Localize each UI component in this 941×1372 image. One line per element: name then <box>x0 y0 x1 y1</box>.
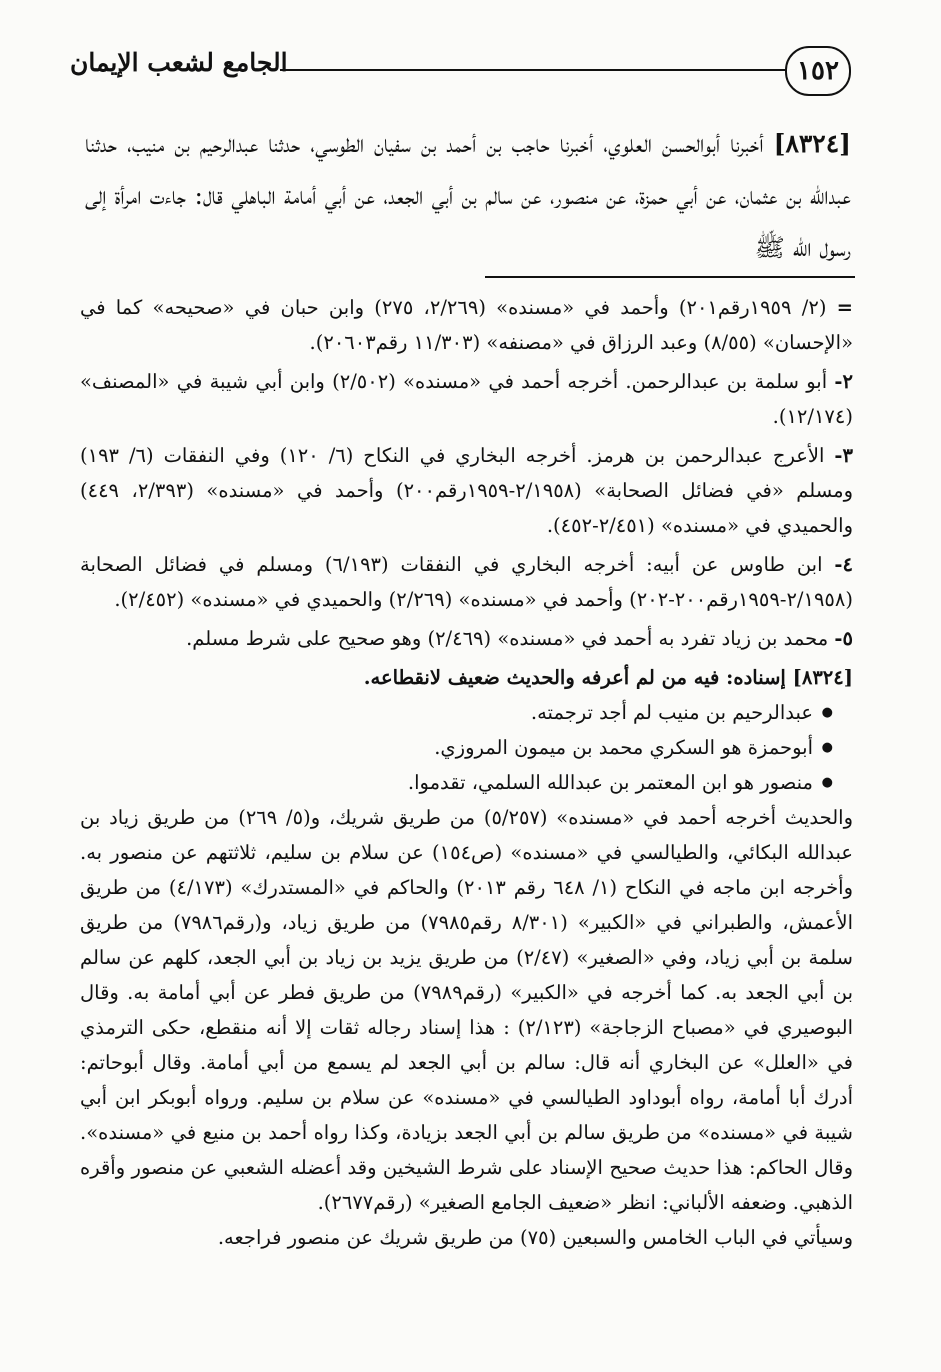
page-header <box>70 40 851 100</box>
footnote-label: ٥- <box>834 627 853 650</box>
footnotes-section <box>80 290 853 1255</box>
footnote-text: (٢/ ١٩٥٩رقم٢٠١) وأحمد في «مسنده» (٢/٢٦٩، ٢٧٥) وابن حبان في «صحيحه» كما في «الإحسان» (٨/٥٥) وعبد الرزاق في «مصنفه» (١١/٣٠٣ رقم٢٠٦٠٣). <box>80 296 853 354</box>
narrator-note: ● منصور هو ابن المعتمر بن عبدالله السلمي، تقدموا. <box>80 765 833 800</box>
book-title: الجامع لشعب الإيمان <box>70 48 288 77</box>
hadith-number: [٨٣٢٤] <box>773 129 851 158</box>
footnote-label: ٣- <box>834 444 853 467</box>
footnote-item <box>80 364 853 434</box>
takhrij-paragraph: والحديث أخرجه أحمد في «مسنده» (٥/٢٥٧) من طريق شريك، و(٥/ ٢٦٩) من طريق زياد بن عبدالله البكائي، والطيالسي في «مسنده» (ص١٥٤) عن سلام بن سليم، ثلاثتهم عن منصور به. وأخرجه ابن ماجه في النكاح (١/ ٦٤٨ رقم ٢٠١٣) والحاكم في «المستدرك» (٤/١٧٣) من طريق الأعمش، والطبراني في «الكبير» (٨/٣٠١ رقم٧٩٨٥) من طريق زياد، و(رقم٧٩٨٦) من طريق سلمة بن أبي زياد، وفي «الصغير» (٢/٤٧) من طريق يزيد بن زياد بن أبي الجعد، كلهم عن سالم بن أبي الجعد به. كما أخرجه في «الكبير» (رقم٧٩٨٩) من طريق فطر عن أبي أمامة به. وقال البوصيري في «مصباح الزجاجة» (٢/١٢٣) : هذا إسناد رجاله ثقات إلا أنه منقطع، حكى الترمذي في «العلل» عن البخاري أنه قال: سالم بن أبي الجعد لم يسمع من أبي أمامة. وقال أبوحاتم: أدرك أبا أمامة، رواه أبوداود الطيالسي في «مسنده» عن سلام بن سليم. ورواه أبوبكر ابن أبي شيبة في «مسنده» من طريق سالم بن أبي الجعد بزيادة، وكذا رواه أحمد بن منيع في «مسنده». وقال الحاكم: هذا حديث صحيح الإسناد على شرط الشيخين وقد أعضله الشعبي عن منصور وأقره الذهبي. وضعفه الألباني: انظر «ضعيف الجامع الصغير» (رقم٢٦٧٧). <box>80 806 854 1214</box>
footnote-text: الأعرج عبدالرحمن بن هرمز. أخرجه البخاري في النكاح (٦/ ١٢٠) وفي النفقات (٦/ ١٩٣) ومسلم «في فضائل الصحابة» (٢/١٩٥٨-١٩٥٩رقم٢٠٠) وأحمد في «مسنده» (٢/٣٩٣، ٤٤٩) والحميدي في «مسنده» (٢/٤٥١-٤٥٢). <box>80 444 853 537</box>
hadith-text: أخبرنا أبوالحسن العلوي، أخبرنا حاجب بن أحمد بن سفيان الطوسي، حدثنا عبدالرحيم بن منيب، حدثنا عبدالله بن عثمان، عن أبي حمزة، عن منصور، عن سالم بن أبي الجعد، عن أبي أمامة الباهلي قال: جاءت امرأة إلى رسول الله ﷺ <box>85 129 851 262</box>
footnote-item <box>80 621 853 656</box>
narrator-note: ● عبدالرحيم بن منيب لم أجد ترجمته. <box>80 695 833 730</box>
hadith-text-block <box>85 118 851 274</box>
header-rule <box>280 69 787 71</box>
footnote-label: ٤- <box>834 553 853 576</box>
footnote-text: ابن طاوس عن أبيه: أخرجه البخاري في النفقات (٦/١٩٣) ومسلم في فضائل الصحابة (٢/١٩٥٨-١٩٥٩رقم٢٠٠-٢٠٢) وأحمد في «مسنده» (٢/٢٦٩) والحميدي في «مسنده» (٢/٤٥٢). <box>80 553 853 611</box>
hadith-paragraph <box>85 118 851 274</box>
narrator-notes-list <box>80 695 853 800</box>
footnote-separator <box>485 276 855 278</box>
page-number: ١٥٢ <box>785 46 851 96</box>
footnote-label: ٢- <box>834 370 853 393</box>
isnad-verdict: [٨٣٢٤] إسناده: فيه من لم أعرفه والحديث ضعيف لانقطاعه. <box>363 666 853 689</box>
narrator-note: ● أبوحمزة هو السكري محمد بن ميمون المروزي. <box>80 730 833 765</box>
footnote-text: أبو سلمة بن عبدالرحمن. أخرجه أحمد في «مسنده» (٢/٥٠٢) وابن أبي شيبة في «المصنف» (١٢/١٧٤). <box>80 370 853 428</box>
footnote-label: = <box>836 296 853 319</box>
footnote-text: محمد بن زياد تفرد به أحمد في «مسنده» (٢/٤٦٩) وهو صحيح على شرط مسلم. <box>186 627 829 650</box>
footnote-item <box>80 290 853 360</box>
takhrij-closing: وسيأتي في الباب الخامس والسبعين (٧٥) من طريق شريك عن منصور فراجعه. <box>217 1226 853 1249</box>
footnote-item <box>80 547 853 617</box>
footnote-item <box>80 438 853 543</box>
